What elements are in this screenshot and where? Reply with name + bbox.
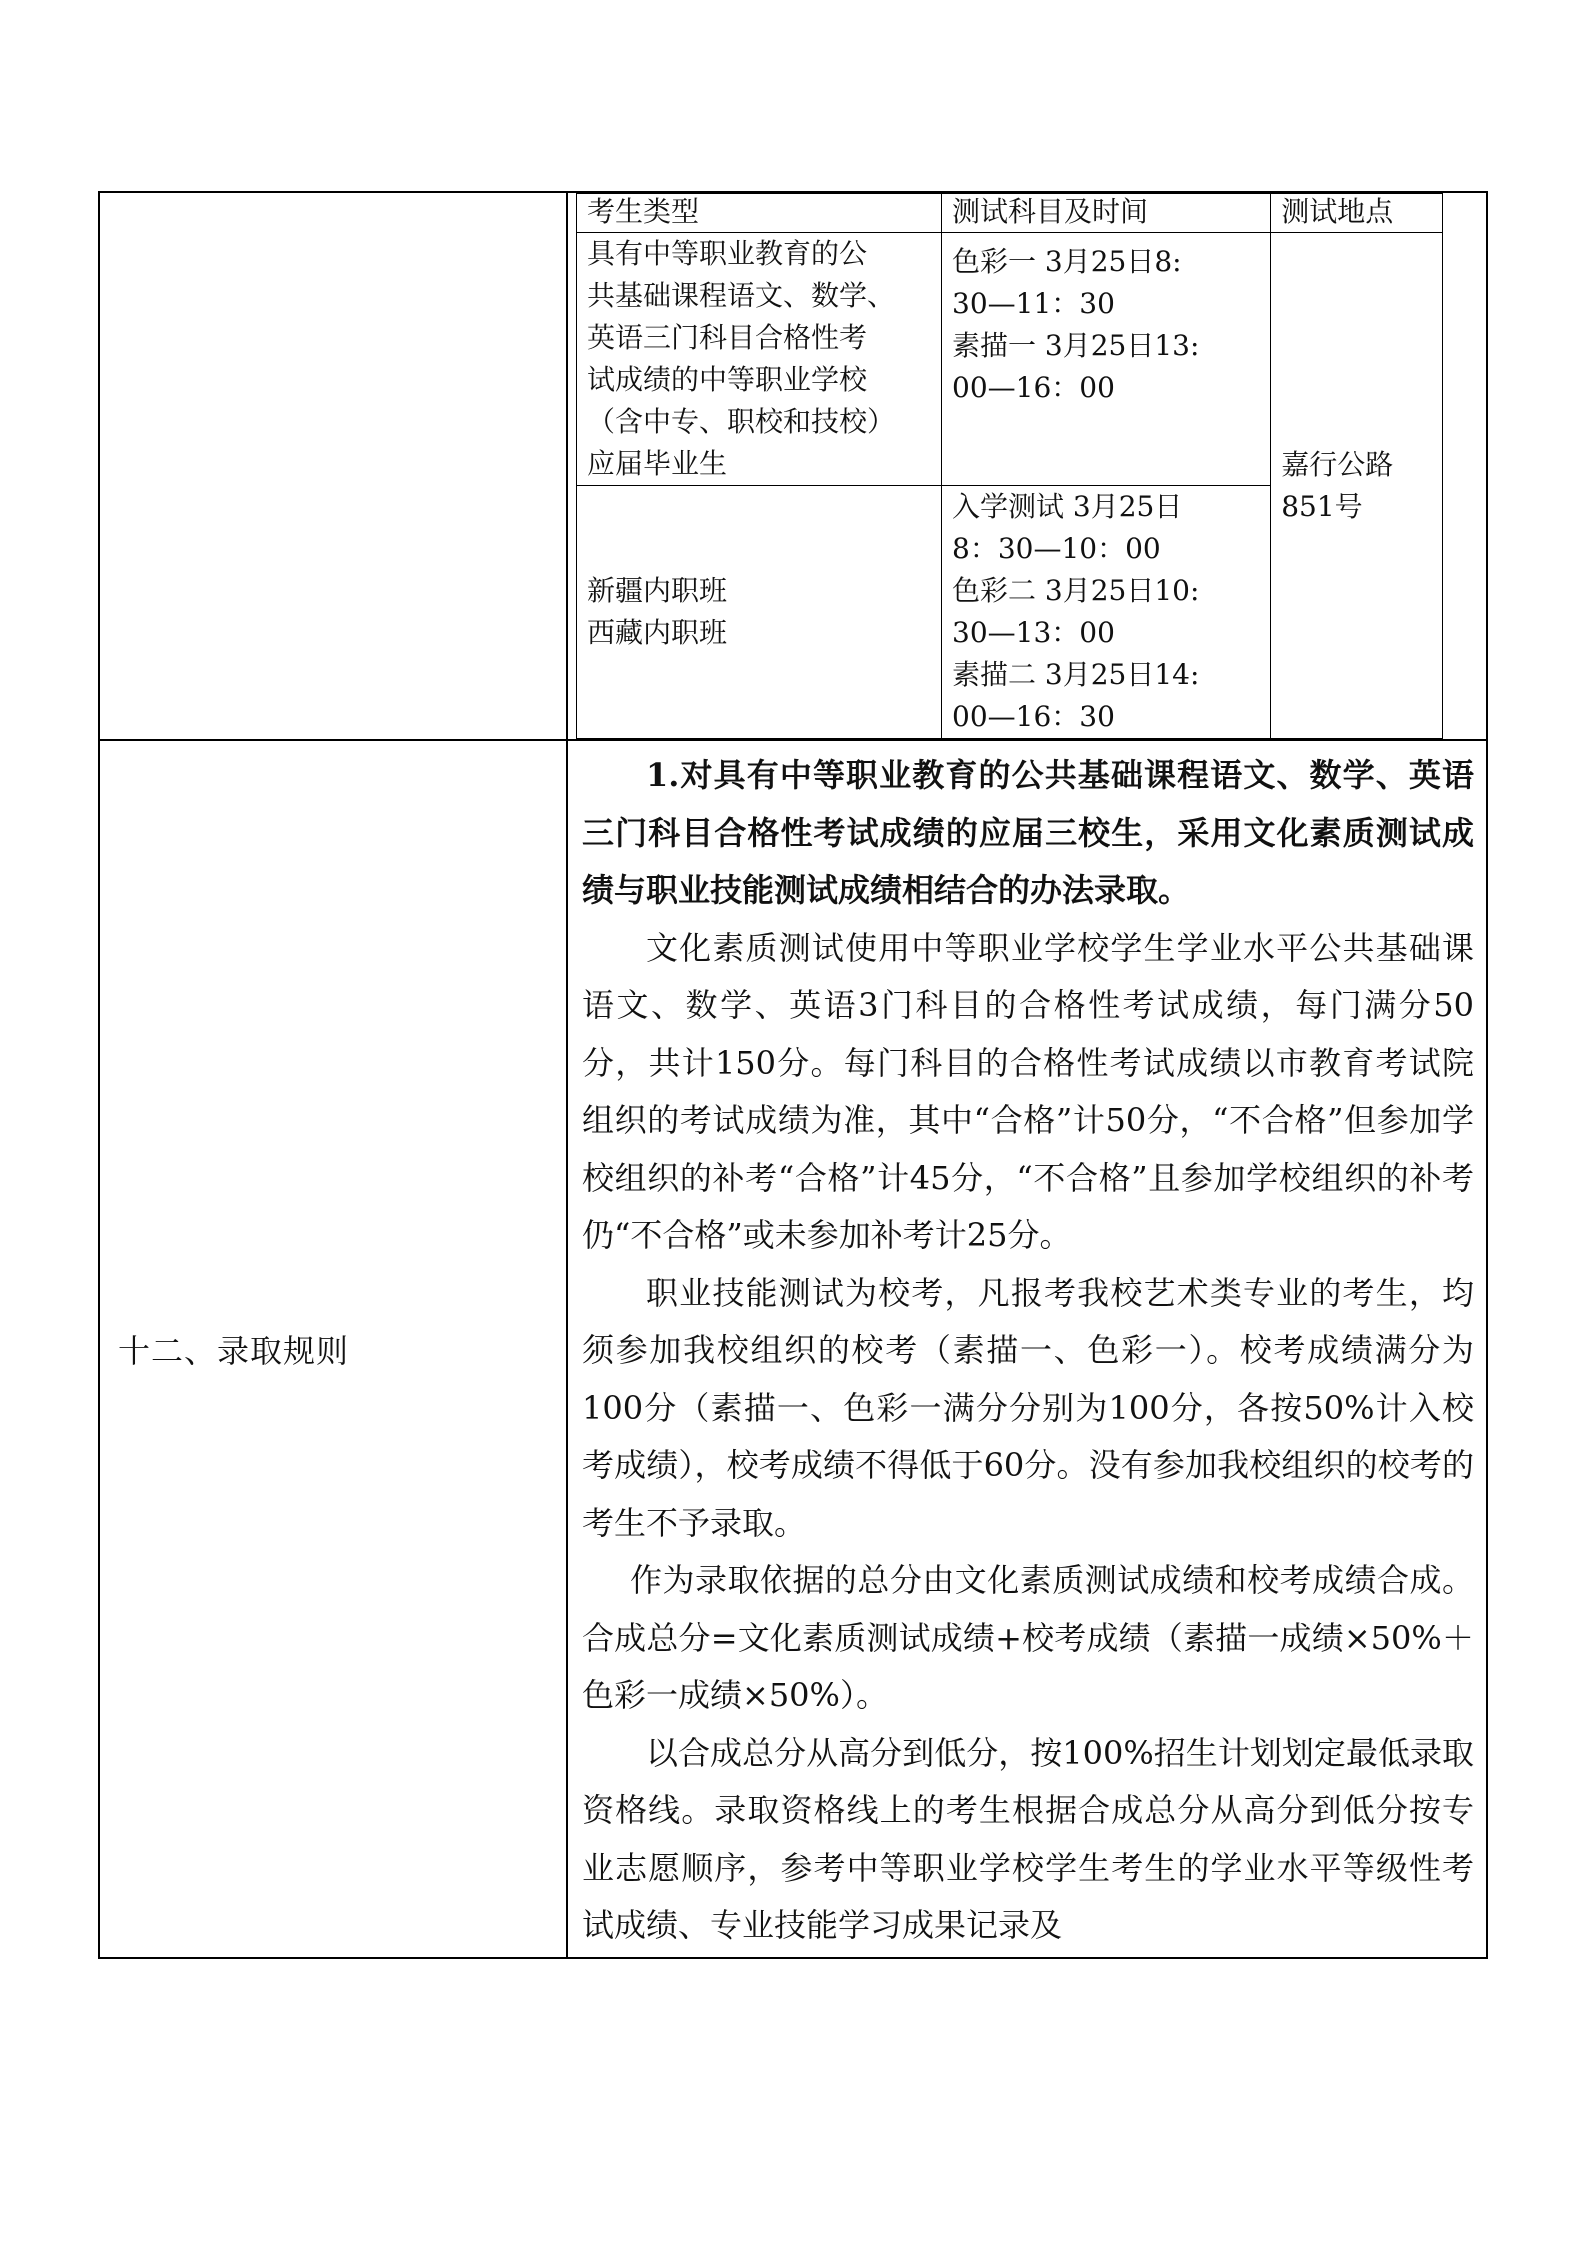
exam-schedule-cell [567,192,1487,740]
rules-paragraph: 作为录取依据的总分由文化素质测试成绩和校考成绩合成。合成总分=文化素质测试成绩+校考成绩（素描一成绩×50%＋色彩一成绩×50%）。 [582,1561,1474,1714]
rules-bold-paragraph: 1.对具有中等职业教育的公共基础课程语文、数学、英语三门科目合格性考试成绩的应届三校生，采用文化素质测试成绩与职业技能测试成绩相结合的办法录取。 [582,756,1474,909]
rules-paragraph: 以合成总分从高分到低分，按100%招生计划划定最低录取资格线。录取资格线上的考生根据合成总分从高分到低分按专业志愿顺序，参考中等职业学校学生考生的学业水平等级性考试成绩、专业技能学习成果记录及 [582,1733,1474,1944]
section-label: 十二、录取规则 [99,740,567,1958]
table-row [577,233,1443,486]
rules-paragraph: 职业技能测试为校考，凡报考我校艺术类专业的考生，均须参加我校组织的校考（素描一、色彩一）。校考成绩满分为100分（素描一、色彩一满分分别为100分，各按50%计入校考成绩），校考成绩不得低于60分。没有参加我校组织的校考的考生不予录取。 [582,1273,1474,1542]
text-line: 西藏内职班 [587,616,728,649]
text-line: 新疆内职班 [587,574,728,607]
text-line: 英语三门科目合格性考 [587,321,868,354]
empty-label-cell [99,192,567,740]
header-candidate-type: 考生类型 [577,194,942,233]
text-line: 嘉行公路 [1281,447,1394,481]
text-line: 具有中等职业教育的公 [587,237,868,270]
text-line: 色彩二 3月25日10: [952,574,1200,607]
rules-paragraph: 文化素质测试使用中等职业学校学生学业水平公共基础课语文、数学、英语3门科目的合格性考试成绩，每门满分50分，共计150分。每门科目的合格性考试成绩以市教育考试院组织的考试成绩为准，其中“合格”计50分，“不合格”但参加学校组织的补考“合格”计45分，“不合格”且参加学校组织的补考仍“不合格”或未参加补考计25分。 [582,928,1474,1254]
table-header-row [577,194,1443,233]
candidate-type-cell [577,233,942,486]
text-line: 00—16：00 [952,371,1115,404]
header-subject-time: 测试科目及时间 [942,194,1271,233]
text-line: 素描一 3月25日13: [952,329,1200,362]
text-line: 30—13：00 [952,616,1115,649]
candidate-type-cell [577,486,942,739]
text-line: 试成绩的中等职业学校 [587,363,868,396]
text-line: 8：30—10：00 [952,532,1161,565]
location-cell [1271,233,1443,739]
admission-rules-content [567,740,1487,1958]
exam-schedule-table [576,193,1443,739]
text-line: 入学测试 3月25日 [952,490,1183,523]
text-line: 色彩一 3月25日8: [952,245,1182,278]
header-location: 测试地点 [1271,194,1443,233]
text-line: 素描二 3月25日14: [952,658,1200,691]
text-line: 30—11：30 [952,287,1115,320]
text-line: 应届毕业生 [587,447,728,480]
schedule-cell [942,233,1271,486]
text-line: 00—16：30 [952,700,1115,733]
text-line: （含中专、职校和技校） [587,405,896,438]
admission-form-table [98,191,1488,1959]
text-line: 共基础课程语文、数学、 [587,279,896,312]
text-line: 851号 [1281,489,1363,523]
schedule-cell [942,486,1271,739]
